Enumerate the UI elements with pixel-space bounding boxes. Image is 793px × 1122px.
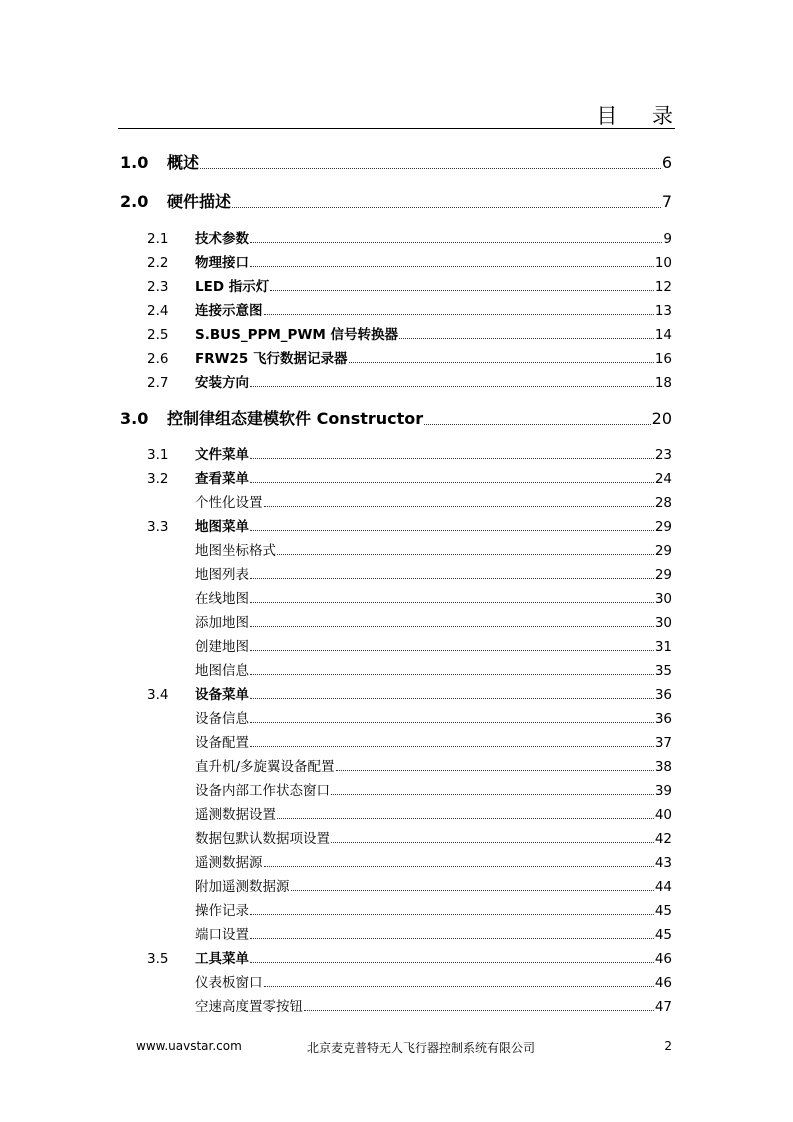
toc-leader-dots [250, 458, 654, 459]
toc-entry-title: 遥测数据源 [195, 855, 263, 871]
footer-url: www.uavstar.com [136, 1039, 242, 1053]
toc-entry-title: 在线地图 [195, 591, 249, 607]
toc-leader-dots [250, 626, 654, 627]
toc-entry[interactable] [147, 443, 672, 463]
toc-entry[interactable] [147, 371, 672, 391]
toc-entry[interactable] [147, 323, 672, 343]
toc-entry[interactable] [147, 275, 672, 295]
toc-entry-page: 6 [661, 153, 672, 172]
toc-leader-dots [264, 506, 654, 507]
toc-entry-page: 45 [654, 903, 672, 919]
toc-entry-page: 9 [663, 231, 672, 247]
toc-entry-page: 46 [654, 975, 672, 991]
toc-entry[interactable] [195, 923, 672, 943]
toc-entry-title: 硬件描述 [167, 192, 232, 211]
toc-entry-number: 2.2 [147, 255, 169, 271]
toc-leader-dots [349, 362, 654, 363]
toc-entry-title: 工具菜单 [195, 951, 249, 967]
toc-entry-title: LED 指示灯 [195, 279, 270, 295]
toc-entry-title: 文件菜单 [195, 447, 249, 463]
toc-entry-title: 添加地图 [195, 615, 249, 631]
toc-entry-title: 遥测数据设置 [195, 807, 276, 823]
toc-entry[interactable] [195, 611, 672, 631]
toc-leader-dots [200, 168, 661, 169]
toc-entry[interactable] [147, 227, 672, 247]
toc-entry-page: 44 [654, 879, 672, 895]
toc-leader-dots [250, 938, 654, 939]
toc-entry-title: 设备信息 [195, 711, 249, 727]
toc-entry-title: 查看菜单 [195, 471, 249, 487]
toc-entry-page: 35 [654, 663, 672, 679]
toc-leader-dots [250, 962, 654, 963]
toc-leader-dots [399, 338, 654, 339]
toc-entry-number: 2.1 [147, 231, 169, 247]
toc-entry-title: 操作记录 [195, 903, 249, 919]
toc-leader-dots [264, 866, 654, 867]
toc-entry[interactable] [147, 515, 672, 535]
toc-entry-title: 附加遥测数据源 [195, 879, 290, 895]
toc-entry-title: 地图菜单 [195, 519, 249, 535]
toc-entry-title: 端口设置 [195, 927, 249, 943]
toc-leader-dots [250, 386, 654, 387]
toc-entry-title: 个性化设置 [195, 495, 263, 511]
toc-entry[interactable] [195, 659, 672, 679]
page-title: 目 录 [596, 104, 687, 128]
toc-entry[interactable] [120, 150, 672, 173]
toc-entry[interactable] [195, 563, 672, 583]
toc-leader-dots [250, 698, 654, 699]
toc-entry-page: 16 [654, 351, 672, 367]
toc-entry-number: 2.5 [147, 327, 169, 343]
toc-leader-dots [250, 746, 654, 747]
toc-leader-dots [424, 424, 650, 425]
toc-entry[interactable] [195, 587, 672, 607]
toc-entry-title: 仪表板窗口 [195, 975, 263, 991]
toc-leader-dots [250, 650, 654, 651]
toc-entry[interactable] [147, 347, 672, 367]
toc-entry-number: 3.3 [147, 519, 169, 535]
toc-entry-title: 直升机/多旋翼设备配置 [195, 759, 335, 775]
footer-page-number: 2 [664, 1039, 672, 1053]
toc-entry[interactable] [195, 851, 672, 871]
toc-entry-page: 39 [654, 783, 672, 799]
toc-entry[interactable] [195, 779, 672, 799]
toc-entry[interactable] [195, 491, 672, 511]
toc-entry-page: 24 [654, 471, 672, 487]
toc-entry[interactable] [195, 707, 672, 727]
toc-entry-title: 空速高度置零按钮 [195, 999, 303, 1015]
toc-entry-page: 18 [654, 375, 672, 391]
toc-entry-number: 2.3 [147, 279, 169, 295]
toc-entry-title: 设备内部工作状态窗口 [195, 783, 330, 799]
toc-entry-number: 1.0 [120, 153, 149, 172]
toc-entry-title: 地图列表 [195, 567, 249, 583]
toc-leader-dots [250, 674, 654, 675]
toc-entry-page: 36 [654, 687, 672, 703]
toc-entry-title: 连接示意图 [195, 303, 263, 319]
toc-entry-page: 20 [651, 409, 672, 428]
toc-entry-page: 29 [654, 519, 672, 535]
toc-entry-number: 3.2 [147, 471, 169, 487]
toc-leader-dots [250, 578, 654, 579]
toc-entry-number: 2.0 [120, 192, 149, 211]
toc-leader-dots [331, 842, 654, 843]
toc-entry-page: 29 [654, 567, 672, 583]
toc-leader-dots [250, 914, 654, 915]
footer-company: 北京麦克普特无人飞行器控制系统有限公司 [307, 1041, 536, 1055]
toc-entry-title: 数据包默认数据项设置 [195, 831, 330, 847]
toc-entry[interactable] [195, 899, 672, 919]
toc-entry-title: 地图信息 [195, 663, 249, 679]
toc-entry[interactable] [195, 539, 672, 559]
toc-entry-page: 28 [654, 495, 672, 511]
toc-entry-page: 13 [654, 303, 672, 319]
toc-entry[interactable] [147, 467, 672, 487]
toc-entry-title: 物理接口 [195, 255, 249, 271]
toc-entry-page: 7 [661, 192, 672, 211]
toc-entry-number: 2.6 [147, 351, 169, 367]
toc-entry[interactable] [195, 971, 672, 991]
toc-entry-page: 29 [654, 543, 672, 559]
toc-entry-page: 12 [654, 279, 672, 295]
toc-entry-title: S.BUS_PPM_PWM 信号转换器 [195, 327, 398, 343]
toc-entry-page: 46 [654, 951, 672, 967]
toc-entry-title: 概述 [167, 153, 200, 172]
toc-entry-title: 地图坐标格式 [195, 543, 276, 559]
toc-leader-dots [250, 602, 654, 603]
toc-leader-dots [250, 266, 654, 267]
toc-entry-number: 3.4 [147, 687, 169, 703]
toc-entry[interactable] [120, 189, 672, 212]
toc-leader-dots [277, 818, 654, 819]
toc-entry[interactable] [120, 406, 672, 429]
toc-entry-page: 45 [654, 927, 672, 943]
toc-entry[interactable] [147, 683, 672, 703]
toc-entry-page: 37 [654, 735, 672, 751]
toc-entry-page: 42 [654, 831, 672, 847]
toc-entry-page: 14 [654, 327, 672, 343]
toc-leader-dots [270, 290, 654, 291]
toc-entry[interactable] [147, 251, 672, 271]
toc-entry-title: FRW25 飞行数据记录器 [195, 351, 348, 367]
toc-entry-page: 47 [654, 999, 672, 1015]
toc-leader-dots [336, 770, 654, 771]
toc-leader-dots [291, 890, 654, 891]
toc-leader-dots [277, 554, 654, 555]
toc-leader-dots [304, 1010, 654, 1011]
toc-entry-title: 设备菜单 [195, 687, 249, 703]
toc-entry[interactable] [195, 875, 672, 895]
header-divider [118, 128, 675, 129]
toc-entry-page: 43 [654, 855, 672, 871]
toc-leader-dots [232, 207, 661, 208]
toc-entry-title: 安装方向 [195, 375, 249, 391]
toc-entry-page: 38 [654, 759, 672, 775]
toc-entry-page: 36 [654, 711, 672, 727]
toc-entry[interactable] [195, 803, 672, 823]
toc-leader-dots [331, 794, 654, 795]
toc-entry[interactable] [195, 995, 672, 1015]
toc-leader-dots [264, 314, 654, 315]
toc-entry[interactable] [195, 635, 672, 655]
toc-entry-page: 31 [654, 639, 672, 655]
toc-entry-page: 30 [654, 615, 672, 631]
toc-leader-dots [250, 722, 654, 723]
toc-entry[interactable] [195, 755, 672, 775]
toc-entry-title: 技术参数 [195, 231, 249, 247]
toc-entry-page: 10 [654, 255, 672, 271]
toc-leader-dots [250, 242, 662, 243]
toc-entry-page: 30 [654, 591, 672, 607]
toc-entry-title: 设备配置 [195, 735, 249, 751]
toc-entry-number: 3.5 [147, 951, 169, 967]
toc-leader-dots [264, 986, 654, 987]
toc-entry-title: 控制律组态建模软件 Constructor [167, 409, 424, 428]
toc-leader-dots [250, 482, 654, 483]
toc-entry[interactable] [147, 947, 672, 967]
toc-entry-number: 2.4 [147, 303, 169, 319]
toc-entry-page: 40 [654, 807, 672, 823]
toc-entry-page: 23 [654, 447, 672, 463]
toc-entry[interactable] [147, 299, 672, 319]
toc-entry[interactable] [195, 731, 672, 751]
toc-leader-dots [250, 530, 654, 531]
toc-entry[interactable] [195, 827, 672, 847]
toc-entry-number: 2.7 [147, 375, 169, 391]
toc-entry-title: 创建地图 [195, 639, 249, 655]
toc-entry-number: 3.1 [147, 447, 169, 463]
toc-entry-number: 3.0 [120, 409, 149, 428]
